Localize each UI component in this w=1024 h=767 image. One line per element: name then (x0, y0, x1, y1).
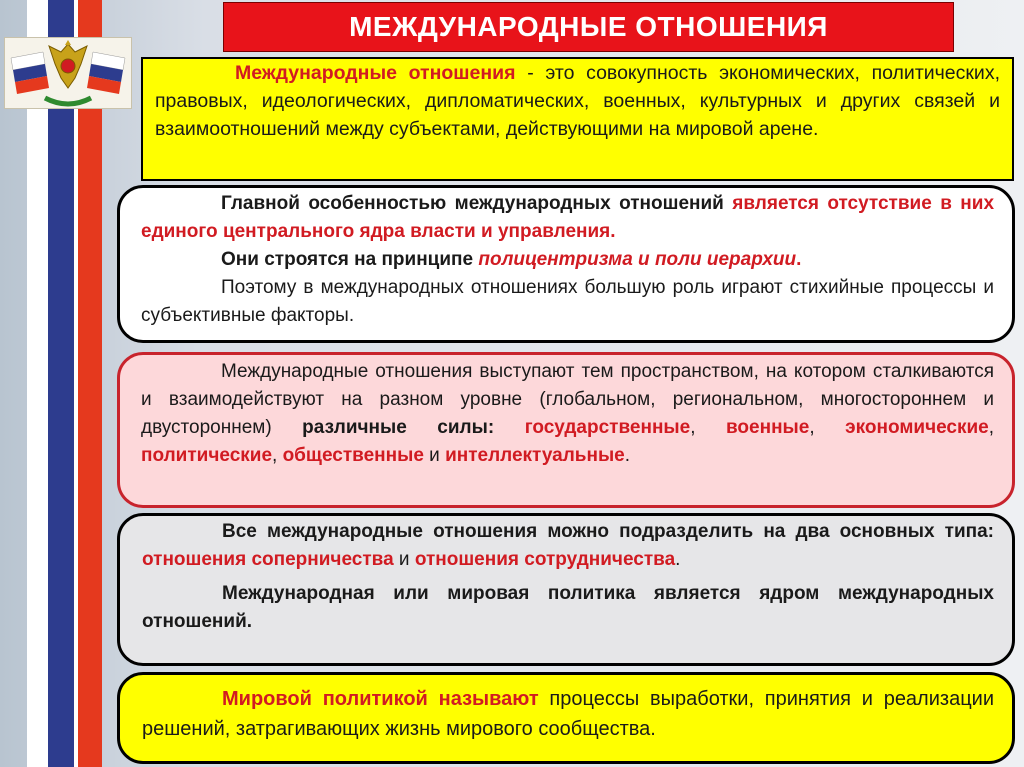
world-politics-paragraph (142, 684, 994, 744)
flag-stripe-red (78, 0, 102, 767)
forces-box (117, 352, 1015, 508)
feature-box (117, 185, 1015, 343)
feature-paragraph-2 (141, 246, 994, 274)
forces-intro: Международные отношения выступают тем пространством, на котором сталкиваются и взаимодействуют на разном уровне (глобальном, региональном, многостороннем и двустороннем) (141, 361, 994, 438)
page-title: МЕЖДУНАРОДНЫЕ ОТНОШЕНИЯ (223, 2, 954, 52)
definition-paragraph (155, 59, 1000, 143)
types-p1-plain: Все международные отношения можно подразделить на два основных типа: (222, 521, 994, 542)
feature-p2-italic: полицентризма и поли иерархии (478, 249, 797, 270)
forces-label: различные силы: (302, 417, 495, 438)
type-rivalry: отношения соперничества (142, 549, 394, 570)
comma: , (272, 445, 278, 466)
force-state: государственные (524, 417, 691, 438)
feature-paragraph-1 (141, 190, 994, 246)
force-economic: экономические (845, 417, 989, 438)
types-paragraph-1 (142, 518, 994, 574)
feature-p1-plain: Главной особенностью международных отношений (221, 193, 733, 214)
forces-paragraph (141, 358, 994, 470)
world-politics-box (117, 672, 1015, 764)
period: . (624, 445, 631, 466)
feature-p1-red: является отсутствие в них единого центрального ядра власти и управления. (141, 193, 995, 242)
period: . (675, 549, 681, 570)
types-box (117, 513, 1015, 666)
force-public: общественные (282, 445, 424, 466)
types-paragraph-2: Международная или мировая политика является ядром международных отношений. (142, 583, 994, 632)
flag-stripe-blue (48, 0, 74, 767)
feature-p2-end: . (796, 249, 802, 270)
world-politics-text: процессы выработки, принятия и реализации решений, затрагивающих жизнь мирового сообщества. (142, 688, 994, 740)
comma: , (988, 417, 995, 438)
force-intellectual: интеллектуальные (445, 445, 625, 466)
conjunction: и (423, 445, 446, 466)
definition-box (141, 57, 1014, 181)
type-cooperation: отношения сотрудничества (414, 549, 676, 570)
conjunction: и (393, 549, 415, 570)
comma: , (690, 417, 696, 438)
flag-stripe-white (27, 0, 48, 767)
definition-text: - это совокупность экономических, политических, правовых, идеологических, дипломатических, военных, культурных и других связей и взаимоотношений между субъектами, действующими на мировой арене. (155, 62, 1000, 140)
feature-paragraph-3: Поэтому в международных отношениях большую роль играют стихийные процессы и субъективные факторы. (141, 277, 994, 326)
force-political: политические (141, 445, 273, 466)
definition-term: Международные отношения (235, 62, 516, 84)
feature-p2-plain: Они строятся на принципе (221, 249, 479, 270)
comma: , (809, 417, 815, 438)
force-military: военные (726, 417, 810, 438)
eagle-emblem-icon (4, 37, 132, 109)
world-politics-term: Мировой политикой называют (222, 688, 539, 710)
